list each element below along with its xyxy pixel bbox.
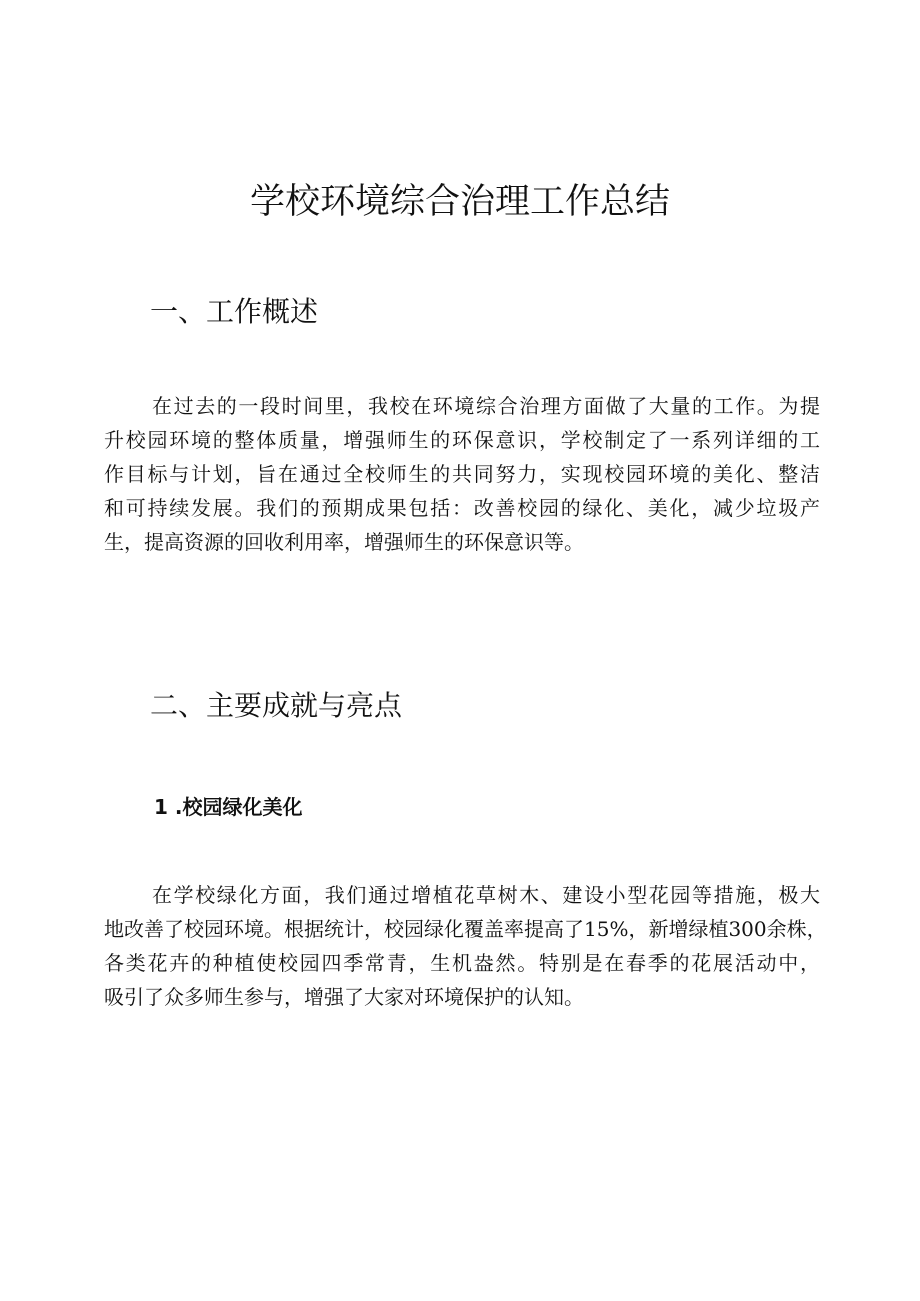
paragraph-line: 生，提高资源的回收利用率，增强师生的环保意识等。 (104, 530, 584, 554)
paragraph-line: 吸引了众多师生参与，增强了大家对环境保护的认知。 (104, 985, 584, 1009)
greening-paragraph (104, 878, 827, 1014)
paragraph-line: 作目标与计划，旨在通过全校师生的共同努力，实现校园环境的美化、整洁 (104, 462, 820, 486)
paragraph-line: 各类花卉的种植使校园四季常青，生机盎然。特别是在春季的花展活动中， (104, 951, 820, 975)
paragraph-line: 地改善了校园环境。根据统计，校园绿化覆盖率提高了15%，新增绿植300余株， (104, 917, 827, 941)
paragraph-line: 在过去的一段时间里，我校在环境综合治理方面做了大量的工作。为提 (152, 394, 820, 418)
section-heading-overview: 一、工作概述 (150, 295, 319, 328)
subsection-heading-greening: 1 .校园绿化美化 (154, 795, 303, 819)
paragraph-line: 和可持续发展。我们的预期成果包括：改善校园的绿化、美化，减少垃圾产 (104, 496, 820, 520)
paragraph-line: 在学校绿化方面，我们通过增植花草树木、建设小型花园等措施，极大 (152, 883, 820, 907)
overview-paragraph (104, 389, 820, 559)
document-title: 学校环境综合治理工作总结 (249, 182, 670, 222)
section-heading-achievements: 二、主要成就与亮点 (150, 689, 403, 722)
paragraph-line: 升校园环境的整体质量，增强师生的环保意识，学校制定了一系列详细的工 (104, 428, 820, 452)
